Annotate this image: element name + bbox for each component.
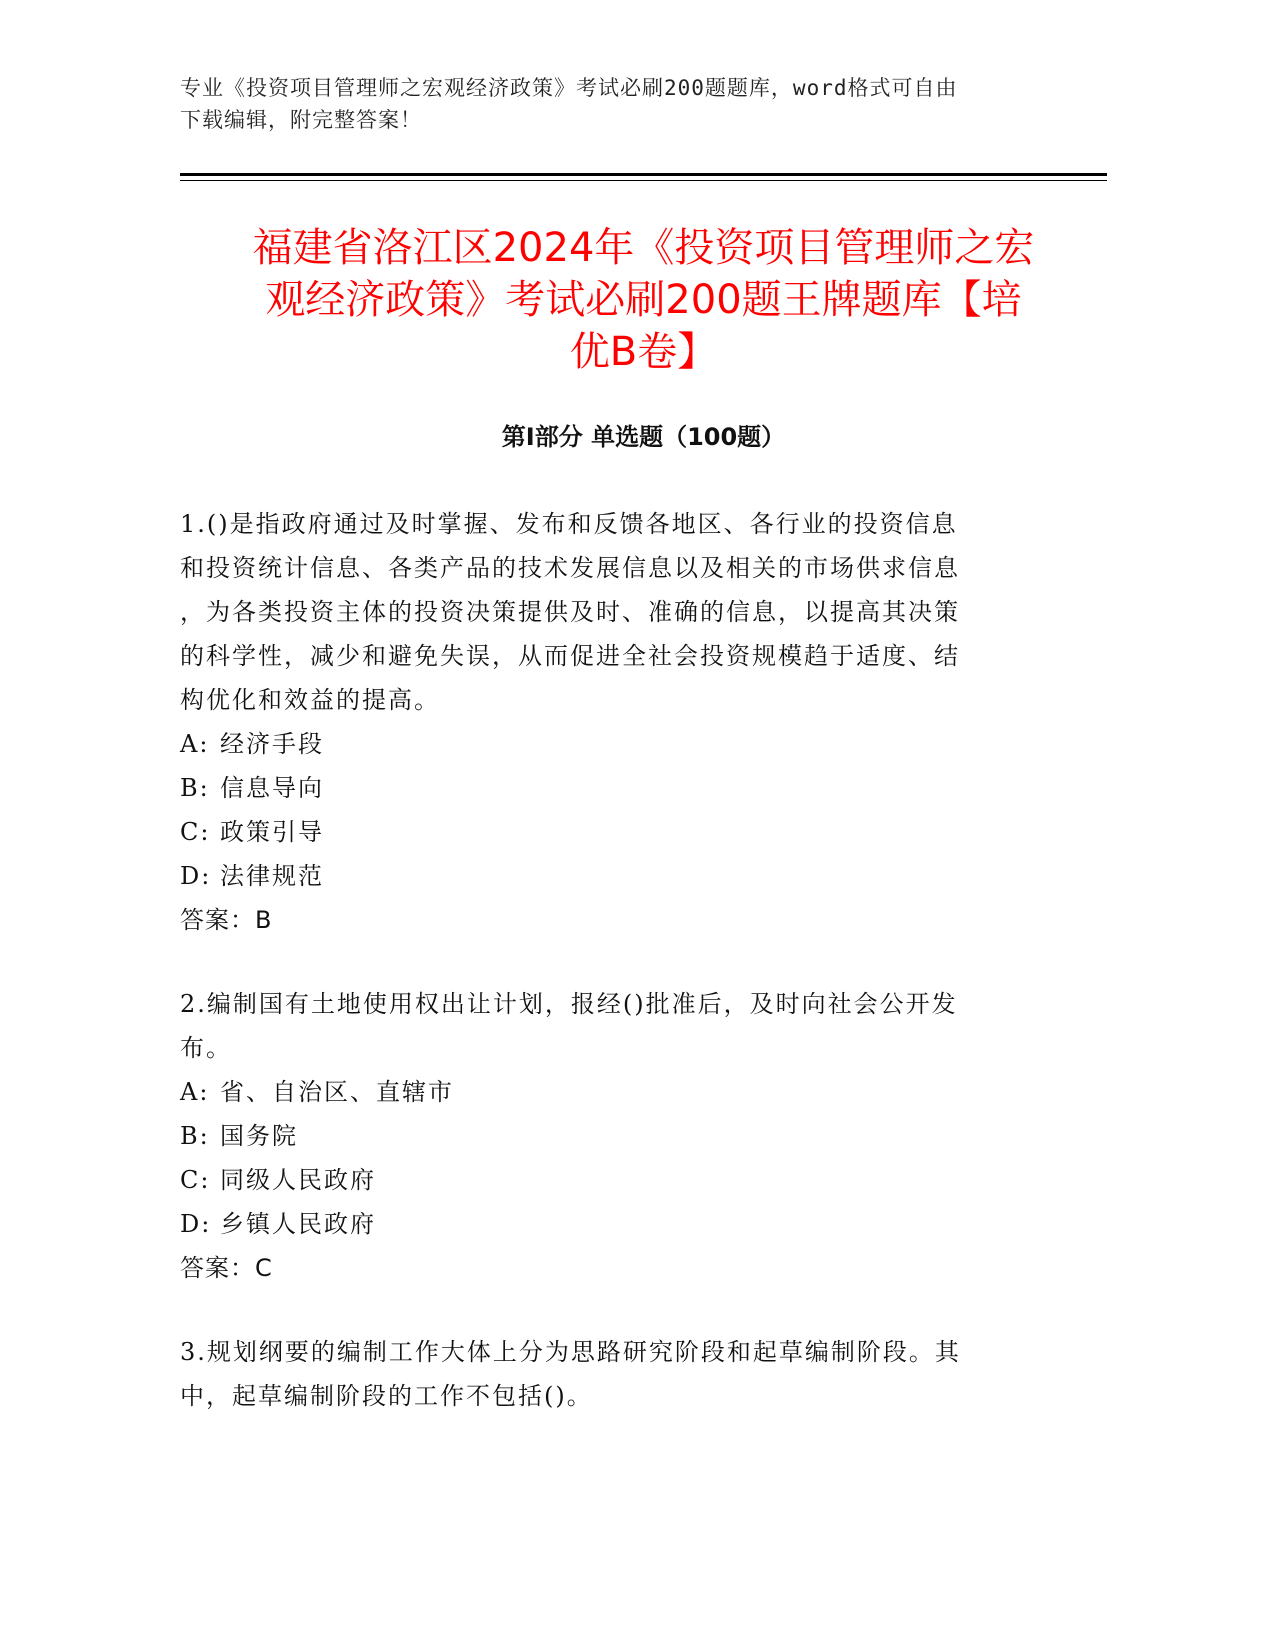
option-text: 乡镇人民政府: [220, 1210, 376, 1238]
question-stem: [180, 502, 1040, 722]
header-divider-thin: [180, 180, 1107, 181]
question-1: [180, 502, 1040, 942]
option-text: 同级人民政府: [220, 1166, 376, 1194]
option-key: B:: [180, 774, 210, 802]
option-text: 国务院: [220, 1122, 298, 1150]
option-text: 信息导向: [220, 774, 324, 802]
option-key: D:: [180, 1210, 212, 1238]
header-note-line: 专业《投资项目管理师之宏观经济政策》考试必刷200题题库，word格式可自由: [180, 76, 958, 100]
header-note-line: 下载编辑，附完整答案！: [180, 108, 422, 132]
stem-line: 中，起草编制阶段的工作不包括()。: [180, 1382, 593, 1410]
option-key: A:: [180, 730, 210, 758]
title-line: 福建省洛江区2024年《投资项目管理师之宏: [252, 225, 1035, 271]
stem-line: 2.编制国有土地使用权出让计划，报经()批准后，及时向社会公开发: [180, 990, 958, 1018]
answer-line: 答案：B: [180, 906, 273, 934]
option-text: 政策引导: [220, 818, 324, 846]
header-divider-thick: [180, 173, 1107, 176]
stem-line: 布。: [180, 1034, 232, 1062]
header-note: [180, 72, 1060, 136]
document-title: [180, 222, 1107, 378]
section-heading: 第Ⅰ部分 单选题（100题）: [501, 423, 786, 451]
option-text: 省、自治区、直辖市: [220, 1078, 454, 1106]
question-2: [180, 982, 1040, 1290]
option-text: 法律规范: [220, 862, 324, 890]
stem-line: 1.()是指政府通过及时掌握、发布和反馈各地区、各行业的投资信息: [180, 510, 958, 538]
stem-line: 和投资统计信息、各类产品的技术发展信息以及相关的市场供求信息: [180, 554, 960, 582]
option-d: [180, 854, 1040, 898]
stem-line: 3.规划纲要的编制工作大体上分为思路研究阶段和起草编制阶段。其: [180, 1338, 961, 1366]
question-3: [180, 1330, 1040, 1418]
option-c: [180, 810, 1040, 854]
stem-line: ，为各类投资主体的投资决策提供及时、准确的信息，以提高其决策: [180, 598, 960, 626]
stem-line: 的科学性，减少和避免失误，从而促进全社会投资规模趋于适度、结: [180, 642, 960, 670]
option-b: [180, 1114, 1040, 1158]
question-stem: [180, 1330, 1040, 1418]
question-stem: [180, 982, 1040, 1070]
option-key: B:: [180, 1122, 210, 1150]
option-key: D:: [180, 862, 212, 890]
option-c: [180, 1158, 1040, 1202]
option-a: [180, 1070, 1040, 1114]
title-line: 观经济政策》考试必刷200题王牌题库【培: [265, 277, 1022, 323]
option-a: [180, 722, 1040, 766]
stem-line: 构优化和效益的提高。: [180, 686, 440, 714]
option-key: A:: [180, 1078, 210, 1106]
answer-line: 答案：C: [180, 1254, 273, 1282]
option-key: C:: [180, 1166, 211, 1194]
option-text: 经济手段: [220, 730, 324, 758]
option-b: [180, 766, 1040, 810]
title-line: 优B卷】: [569, 329, 718, 375]
option-key: C:: [180, 818, 211, 846]
option-d: [180, 1202, 1040, 1246]
